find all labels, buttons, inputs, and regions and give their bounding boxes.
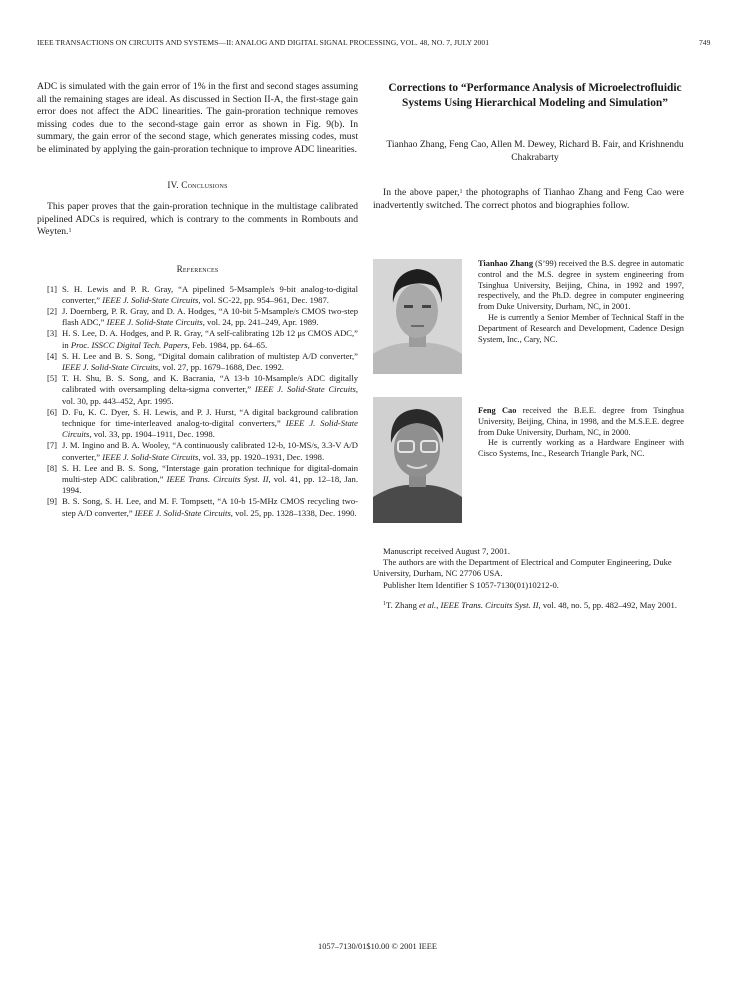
reference-item-5 xyxy=(35,373,358,407)
reference-number: [7] xyxy=(46,440,57,451)
bio-feng-cao: Feng Cao received the B.E.E. degree from Tsinghua University, Beijing, China, in 1998, and the M.S.E.E. degree from Duke University, Durham, NC, in 2000. He is currently working as a Hardware Engineer with Cisco Systems, Inc., Research Triangle Park, NC. xyxy=(478,406,685,459)
portrait-image xyxy=(373,259,462,374)
reference-item-1 xyxy=(35,284,358,306)
reference-number: [9] xyxy=(46,496,57,507)
reference-text: S. H. Lee and B. S. Song, “Digital domain calibration of multistep A/D converter,” IEEE J. Solid-State Circuits, vol. 27, pp. 1679–1688, Dec. 1992. xyxy=(62,350,358,372)
reference-item-4 xyxy=(35,351,358,373)
page-number: 749 xyxy=(699,38,711,47)
reference-item-9 xyxy=(35,496,358,518)
bio-tianhao-zhang: Tianhao Zhang (S’99) received the B.S. degree in automatic control and the M.S. degree in system engineering from Tsinghua University, Beijing, China, in 1992 and 1997, respectively, and the Ph.D. degree in computer engineering from Duke University, Durham, NC, in 2001. He is currently a Senior Member of Technical Staff in the Department of Research and Development, Cadence Design System, Inc., Cary, NC. xyxy=(478,259,684,344)
conclusions-text: This paper proves that the gain-proration technique in the multistage calibrated pipelined ADCs is required, which is contrary to the comments in Rombouts and Weyten. xyxy=(37,201,358,238)
reference-text: T. H. Shu, B. S. Song, and K. Bacrania, “A 13-b 10-Msample/s ADC digitally calibrated with oversampling delta-sigma converter,” IEEE J. Solid-State Circuits, vol. 30, pp. 443–452, Apr. 1995. xyxy=(62,373,358,406)
photo-tianhao-zhang xyxy=(373,259,462,374)
reference-item-7 xyxy=(35,440,358,462)
manuscript-received: Manuscript received August 7, 2001. xyxy=(383,546,510,556)
conclusions-heading-text: Conclusions xyxy=(181,179,228,190)
bio-paragraph: He is currently a Senior Member of Technical Staff in the Department of Research and Development, Cadence Design System, Inc., Cary, NC. xyxy=(478,312,684,344)
publisher-item-identifier: Publisher Item Identifier S 1057-7130(01)10212-0. xyxy=(383,579,559,590)
author-affiliation: The authors are with the Department of Electrical and Computer Engineering, Duke University, Durham, NC 27706 USA. xyxy=(373,557,672,579)
intro-paragraph: ADC is simulated with the gain error of 1% in the first and second stages assuming all the remaining stages are ideal. As discussed in Section II-A, the first-stage gain error does not affect the ADC linearities. The gain-proration technique removes missing codes due to the second-stage gain error as shown in Fig. 9(b). In summary, the gain error of the second stage, which generates missing codes, must be eliminated by applying the gain-proration technique to improve ADC linearities. xyxy=(37,81,358,155)
bio-paragraph: He is currently working as a Hardware Engineer with Cisco Systems, Inc., Research Triangle Park, NC. xyxy=(478,438,684,459)
reference-text: B. S. Song, S. H. Lee, and M. F. Tompsett, “A 10-b 15-MHz CMOS recycling two-step A/D converter,” IEEE J. Solid-State Circuits, vol. 25, pp. 1328–1338, Dec. 1990. xyxy=(62,496,358,518)
copyright-line: 1057–7130/01$10.00 © 2001 IEEE xyxy=(318,942,437,951)
bio-name: Tianhao Zhang xyxy=(478,259,534,268)
photo-feng-cao xyxy=(373,397,462,523)
reference-item-8 xyxy=(35,463,358,497)
reference-list xyxy=(35,284,358,519)
article-authors: Tianhao Zhang, Feng Cao, Allen M. Dewey, Richard B. Fair, and Krishnendu Chakrabarty xyxy=(386,139,684,163)
reference-text: S. H. Lee and B. S. Song, “Interstage gain proration technique for digital-domain multi-step ADC calibration,” IEEE Trans. Circuits Syst. II, vol. 41, pp. 12–18, Jan. 1994. xyxy=(62,462,358,496)
reference-text: D. Fu, K. C. Dyer, S. H. Lewis, and P. J. Hurst, “A digital background calibration technique for time-interleaved analog-to-digital converters,” IEEE J. Solid-State Circuits, vol. 33, pp. 1904–1911, Dec. 1998. xyxy=(62,406,358,440)
portrait-image xyxy=(373,397,462,523)
reference-number: [4] xyxy=(46,350,57,361)
reference-number: [6] xyxy=(46,406,57,417)
footnotes xyxy=(373,546,693,611)
reference-number: [1] xyxy=(46,283,57,294)
bio-name: Feng Cao xyxy=(478,406,517,415)
reference-text: S. H. Lewis and P. R. Gray, “A pipelined 5-Msample/s 9-bit analog-to-digital converter,” IEEE J. Solid-State Circuits, vol. SC-22, pp. 954–961, Dec. 1987. xyxy=(62,283,358,305)
reference-number: [8] xyxy=(46,462,57,473)
reference-text: J. Doernberg, P. R. Gray, and D. A. Hodges, “A 10-bit 5-Msample/s CMOS two-step flash ADC,” IEEE J. Solid-State Circuits, vol. 24, pp. 241–249, Apr. 1989. xyxy=(62,305,358,328)
footnote-mark: 1 xyxy=(68,228,72,235)
reference-item-2 xyxy=(35,306,358,328)
reference-text: H. S. Lee, D. A. Hodges, and P. R. Gray, “A self-calibrating 12b 12 μs CMOS ADC,” in Proc. ISSCC Digital Tech. Papers, Feb. 1984, pp. 64–65. xyxy=(62,328,358,350)
reference-item-6 xyxy=(35,407,358,441)
references-heading: References xyxy=(176,263,219,274)
footnote-mark: 1 xyxy=(459,189,463,195)
reference-item-3 xyxy=(35,328,358,350)
left-column xyxy=(37,81,358,519)
running-head: IEEE TRANSACTIONS ON CIRCUITS AND SYSTEMS—II: ANALOG AND DIGITAL SIGNAL PROCESSING, VOL. 48, NO. 7, JULY 2001 xyxy=(37,38,490,47)
reference-number: [3] xyxy=(46,328,57,339)
conclusions-heading-number: IV. xyxy=(167,179,179,190)
reference-text: J. M. Ingino and B. A. Wooley, “A continuously calibrated 12-b, 10-MS/s, 3.3-V A/D converter,” IEEE J. Solid-State Circuits, vol. 33, pp. 1920–1931, Dec. 1998. xyxy=(62,440,358,462)
reference-number: [5] xyxy=(46,373,57,384)
conclusions-heading xyxy=(37,179,358,192)
footnote-reference: $^1$T. Zhang et al., IEEE Trans. Circuits Syst. II, vol. 48, no. 5, pp. 482–492, May 2001. xyxy=(383,599,677,610)
reference-number: [2] xyxy=(46,305,57,316)
correction-intro: In the above paper,$^1$ the photographs of Tianhao Zhang and Feng Cao were inadvertently switched. The correct photos and biographies follow. xyxy=(373,187,684,211)
article-title: Corrections to “Performance Analysis of Microelectrofluidic Systems Using Hierarchical Modeling and Simulation” xyxy=(388,82,682,109)
conclusions-paragraph xyxy=(37,201,358,239)
